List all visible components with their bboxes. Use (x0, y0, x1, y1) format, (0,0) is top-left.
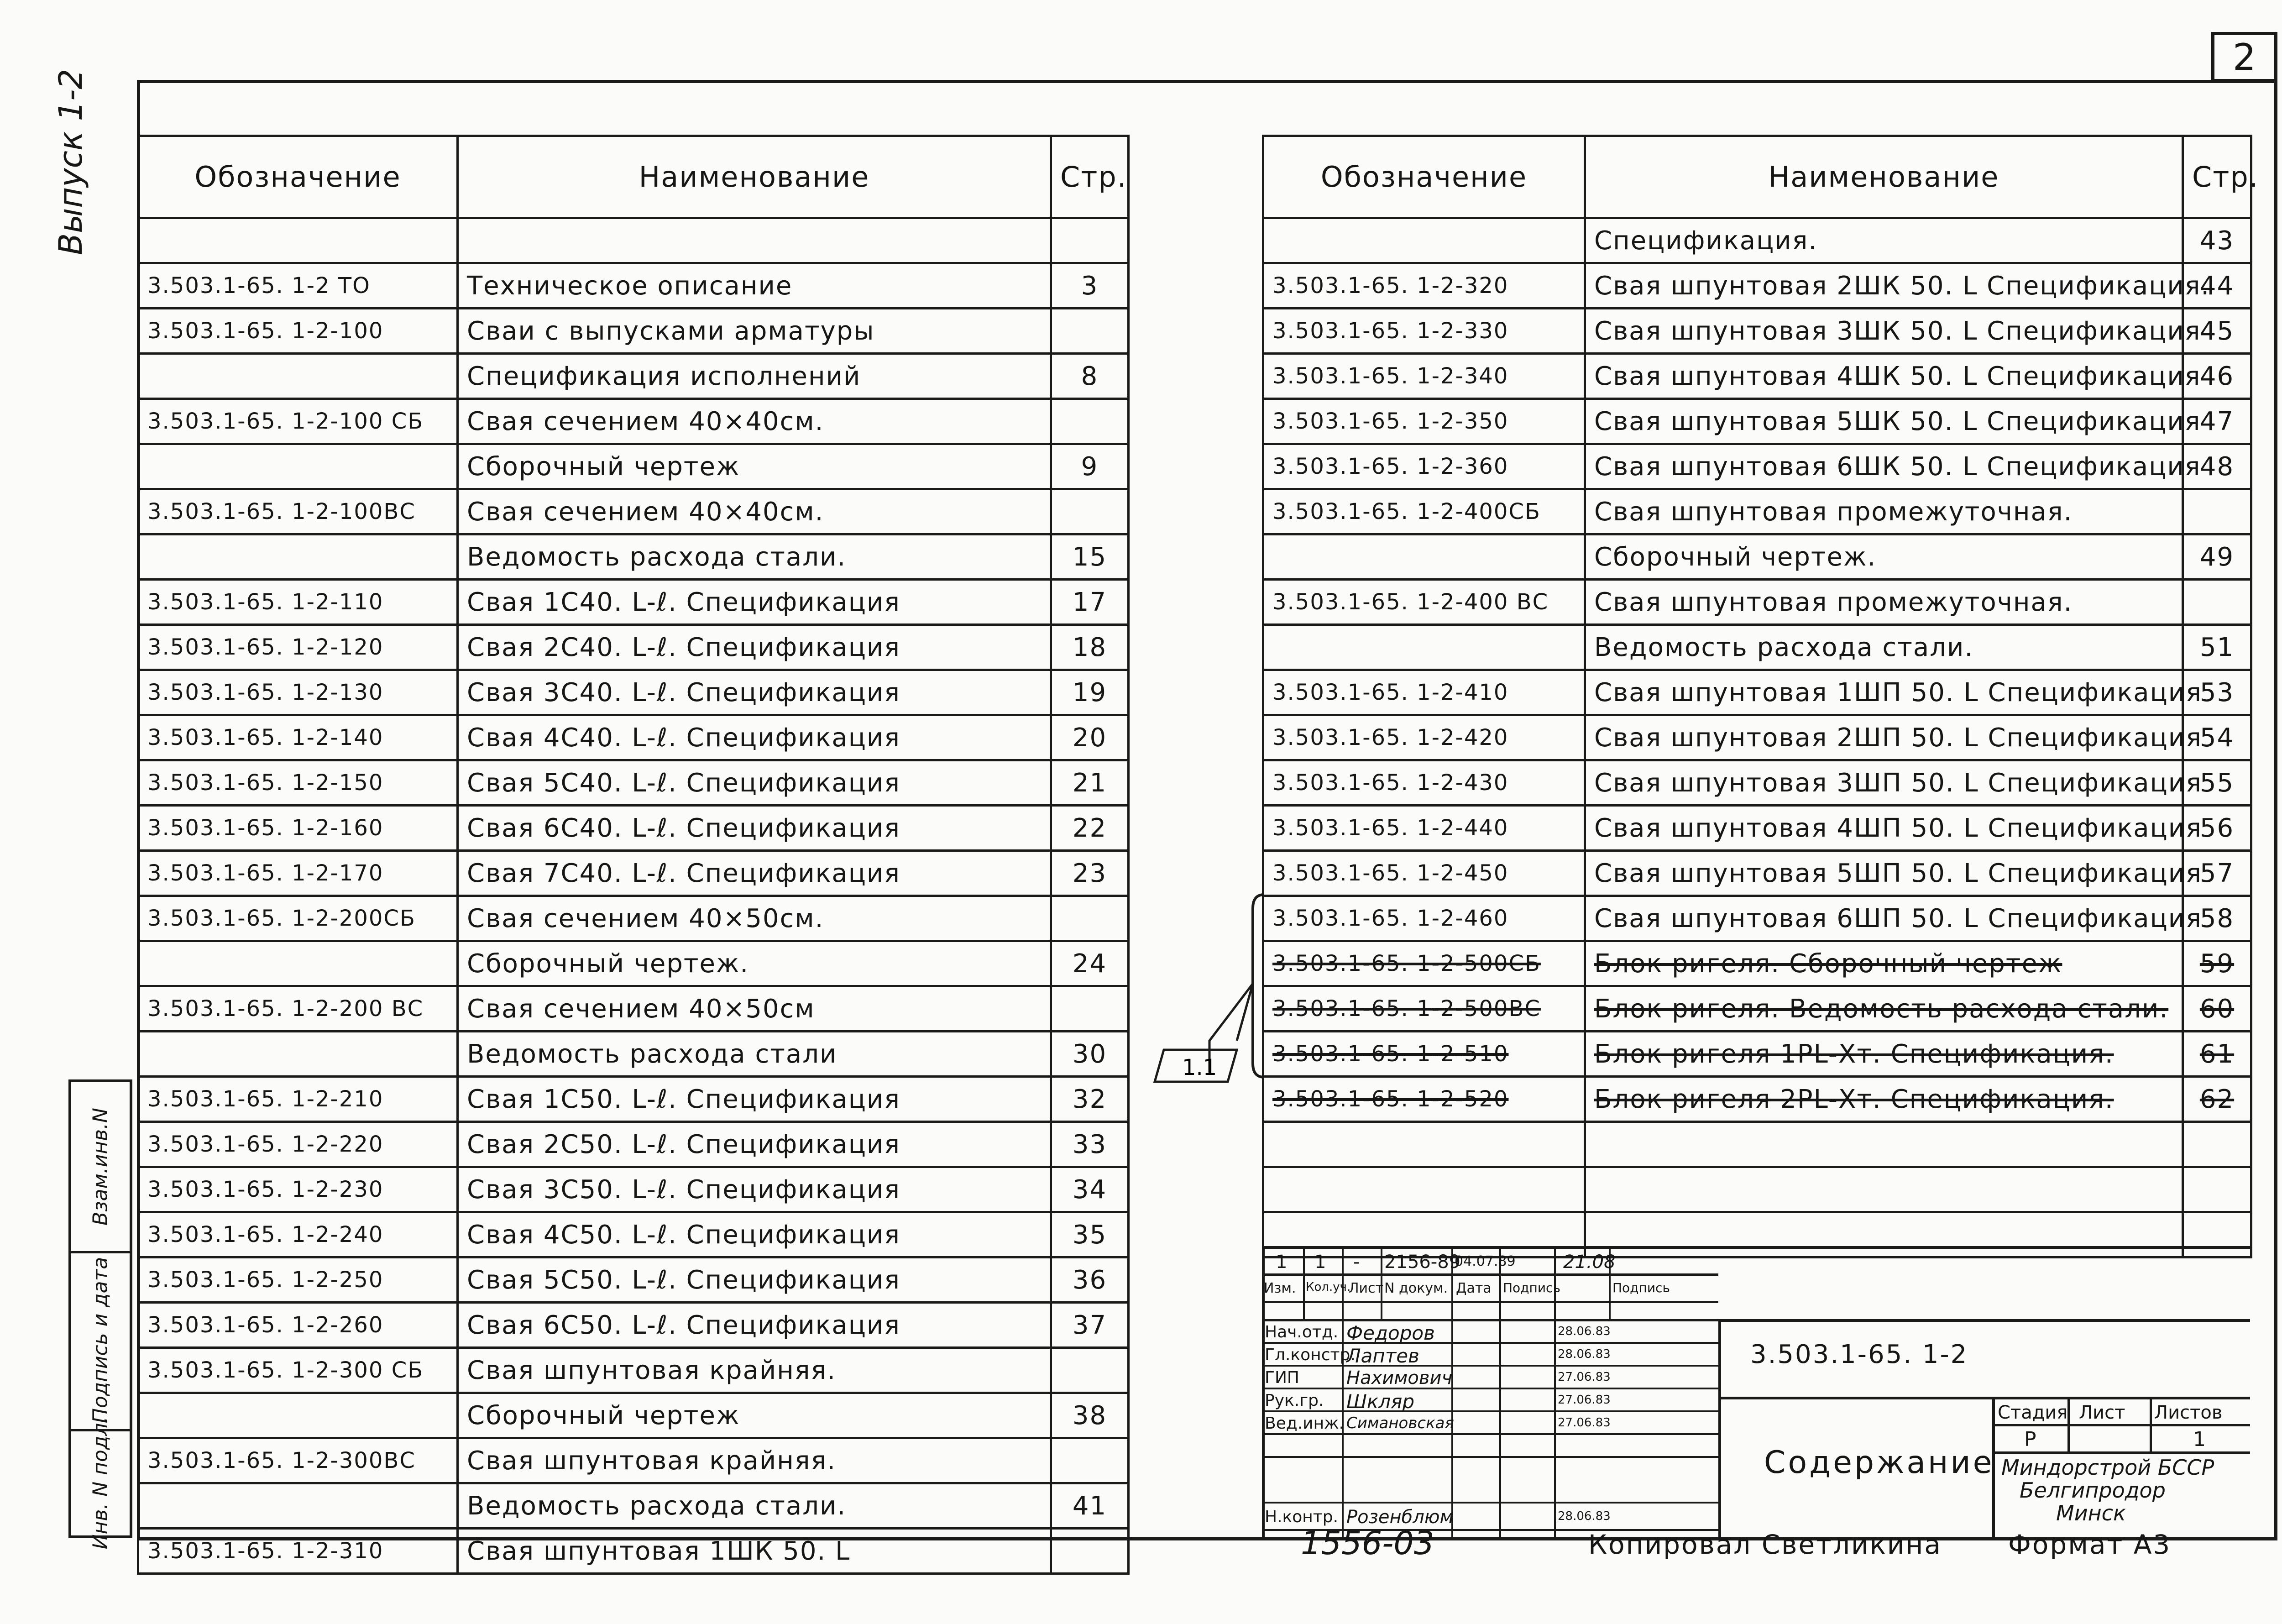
table-row (138, 444, 1129, 489)
cell-oboz: 3.503.1-65. 1-2-100 СБ (138, 399, 458, 444)
cell-oboz: 3.503.1-65. 1-2-170 (138, 851, 458, 896)
cell-oboz: 3.503.1-65. 1-2-200 ВС (138, 986, 458, 1032)
cell-naim: Техническое описание (458, 263, 1051, 309)
cell-naim: Свая 7С40. L-ℓ. Спецификация (458, 851, 1051, 896)
cell-oboz: 3.503.1-65. 1-2-160 (138, 806, 458, 851)
cell-oboz: 3.503.1-65. 1-2-400СБ (1263, 489, 1585, 534)
cell-oboz: 3.503.1-65. 1-2-410 (1263, 670, 1585, 715)
cell-str: 45 (2183, 309, 2251, 354)
table-row (138, 896, 1129, 941)
cell-naim: Свая сечением 40×50см (458, 986, 1051, 1032)
revision-callout: 1.1 (1182, 1055, 1217, 1080)
cell-oboz: 3.503.1-65. 1-2-440 (1263, 806, 1585, 851)
cell-oboz (1263, 625, 1585, 670)
cell-str: 48 (2183, 444, 2251, 489)
cell-naim: Свая 4С40. L-ℓ. Спецификация (458, 715, 1051, 760)
cell-str: 46 (2183, 354, 2251, 399)
cell-naim: Свая 1С40. L-ℓ. Спецификация (458, 580, 1051, 625)
stamp-role: Н.контр. (1265, 1508, 1339, 1526)
organization-line: Миндорстрой БССР (2001, 1455, 2214, 1480)
table-row (1263, 444, 2251, 489)
cell-oboz: 3.503.1-65. 1-2-320 (1263, 263, 1585, 309)
table-row (138, 580, 1129, 625)
table-row (138, 670, 1129, 715)
table-row (1263, 354, 2251, 399)
stamp-stage-header: Листов (2154, 1402, 2223, 1423)
stamp-header: Дата (1456, 1280, 1492, 1296)
cell-str: 32 (1051, 1077, 1129, 1122)
contents-table-left (137, 135, 1130, 1575)
cell-oboz: 3.503.1-65. 1-2-260 (138, 1303, 458, 1348)
table-row (138, 1122, 1129, 1167)
cell-str: 56 (2183, 806, 2251, 851)
cell-oboz (1263, 218, 1585, 263)
cell-oboz: 3.503.1-65. 1-2-110 (138, 580, 458, 625)
stamp-stage-header: Стадия (1998, 1402, 2068, 1423)
table-row (1263, 534, 2251, 580)
cell-str: 59 (2183, 941, 2251, 986)
cell-oboz: 3.503.1-65. 1-2-140 (138, 715, 458, 760)
table-row (138, 1303, 1129, 1348)
table-row (138, 1348, 1129, 1393)
cell-naim: Свая шпунтовая крайняя. (458, 1348, 1051, 1393)
table-row (1263, 941, 2251, 986)
cell-str: 49 (2183, 534, 2251, 580)
cell-naim: Свая 4С50. L-ℓ. Спецификация (458, 1212, 1051, 1257)
table-row (1263, 1167, 2251, 1212)
cell-str: 19 (1051, 670, 1129, 715)
cell-naim: Свая сечением 40×40см. (458, 399, 1051, 444)
table-row (1263, 670, 2251, 715)
organization-line: Минск (2056, 1501, 2126, 1525)
cell-str (1051, 1348, 1129, 1393)
cell-str: 51 (2183, 625, 2251, 670)
cell-naim: Блок ригеля. Ведомость расхода стали. (1585, 986, 2183, 1032)
cell-naim (1585, 1167, 2183, 1212)
cell-str: 22 (1051, 806, 1129, 851)
cell-oboz: 3.503.1-65. 1-2-400 ВС (1263, 580, 1585, 625)
copied-by: Копировал Светликина (1588, 1529, 1942, 1560)
cell-oboz: 3.503.1-65. 1-2-350 (1263, 399, 1585, 444)
stamp-name: Розенблюм (1346, 1507, 1454, 1528)
table-row (1263, 896, 2251, 941)
table-row (1263, 1122, 2251, 1167)
cell-oboz: 3.503.1-65. 1-2-200СБ (138, 896, 458, 941)
column-header-str: Стр. (1051, 136, 1129, 218)
cell-str: 3 (1051, 263, 1129, 309)
table-row (138, 760, 1129, 806)
cell-naim: Свая 2С50. L-ℓ. Спецификация (458, 1122, 1051, 1167)
archive-number: 1556-03 (1301, 1524, 1434, 1562)
cell-str: 37 (1051, 1303, 1129, 1348)
cell-str: 21 (1051, 760, 1129, 806)
cell-oboz (138, 1393, 458, 1438)
cell-naim (1585, 1122, 2183, 1167)
cell-naim: Сборочный чертеж (458, 1393, 1051, 1438)
table-row (1263, 218, 2251, 263)
cell-naim: Ведомость расхода стали. (458, 534, 1051, 580)
cell-oboz: 3.503.1-65. 1-2-150 (138, 760, 458, 806)
cell-oboz (138, 941, 458, 986)
stamp-header: Изм. (1264, 1280, 1296, 1296)
cell-str: 35 (1051, 1212, 1129, 1257)
table-row (138, 218, 1129, 263)
cell-str (1051, 309, 1129, 354)
sheet-format: Формат А3 (2008, 1529, 2172, 1560)
cell-oboz (138, 1483, 458, 1529)
cell-naim: Блок ригеля 2РL-Хт. Спецификация. (1585, 1077, 2183, 1122)
cell-naim: Свая шпунтовая 4ШП 50. L Спецификация (1585, 806, 2183, 851)
cell-str (2183, 489, 2251, 534)
table-row (138, 1212, 1129, 1257)
table-row (138, 715, 1129, 760)
table-row (138, 399, 1129, 444)
cell-oboz: 3.503.1-65. 1-2-420 (1263, 715, 1585, 760)
stamp-stage-header: Лист (2079, 1402, 2125, 1423)
table-row (138, 1393, 1129, 1438)
cell-naim: Свая 5С40. L-ℓ. Спецификация (458, 760, 1051, 806)
table-row (1263, 806, 2251, 851)
cell-oboz: 3.503.1-65. 1-2-120 (138, 625, 458, 670)
cell-naim: Свая шпунтовая промежуточная. (1585, 489, 2183, 534)
contents-table-right (1262, 135, 2259, 1258)
stamp-rev-izm: 1 (1276, 1252, 1288, 1273)
stamp-role: Вед.инж. (1265, 1414, 1344, 1433)
cell-str (1051, 1438, 1129, 1483)
cell-str (1051, 399, 1129, 444)
cell-naim: Свая шпунтовая 1ШП 50. L Спецификация (1585, 670, 2183, 715)
cell-naim: Свая шпунтовая 5ШК 50. L Спецификация (1585, 399, 2183, 444)
cell-naim: Свая шпунтовая крайняя. (458, 1438, 1051, 1483)
table-row (138, 1032, 1129, 1077)
stamp-date: 27.06.83 (1558, 1370, 1611, 1384)
vypusk-label (25, 69, 116, 255)
column-header-oboz: Обозначение (1263, 136, 1585, 218)
sidebar-cell-podpis (71, 1251, 130, 1431)
stamp-rev-kol: 1 (1314, 1252, 1326, 1273)
revision-bracket (1155, 890, 1273, 1082)
stamp-name: Лаптев (1346, 1345, 1419, 1367)
stamp-header: N докум. (1384, 1280, 1448, 1296)
cell-oboz: 3.503.1-65. 1-2-520 (1263, 1077, 1585, 1122)
stamp-rev-list: - (1353, 1252, 1360, 1273)
organization-line: Белгипродор (2020, 1478, 2166, 1503)
vypusk-text: Выпуск 1-2 (52, 69, 89, 255)
cell-naim: Сборочный чертеж. (1585, 534, 2183, 580)
cell-naim (458, 218, 1051, 263)
cell-str: 61 (2183, 1032, 2251, 1077)
cell-oboz (138, 444, 458, 489)
stamp-role: Гл.констр. (1265, 1346, 1356, 1364)
column-header-oboz: Обозначение (138, 136, 458, 218)
stamp-date: 28.06.83 (1558, 1347, 1611, 1361)
cell-str: 18 (1051, 625, 1129, 670)
stamp-header: Подпись (1612, 1280, 1670, 1295)
stamp-date: 28.06.83 (1558, 1509, 1611, 1523)
cell-oboz: 3.503.1-65. 1-2-100 (138, 309, 458, 354)
cell-oboz: 3.503.1-65. 1-2-500СБ (1263, 941, 1585, 986)
stamp-name: Федоров (1346, 1322, 1435, 1344)
cell-str: 41 (1051, 1483, 1129, 1529)
cell-naim: Свая шпунтовая 4ШК 50. L Спецификация (1585, 354, 2183, 399)
stamp-name: Шкляр (1346, 1390, 1415, 1413)
cell-str: 43 (2183, 218, 2251, 263)
cell-str: 60 (2183, 986, 2251, 1032)
cell-str: 34 (1051, 1167, 1129, 1212)
cell-str (2183, 1167, 2251, 1212)
cell-naim: Сваи с выпусками арматуры (458, 309, 1051, 354)
table-row (138, 1483, 1129, 1529)
table-row (1263, 715, 2251, 760)
cell-naim: Свая сечением 40×50см. (458, 896, 1051, 941)
cell-naim: Свая сечением 40×40см. (458, 489, 1051, 534)
cell-str: 17 (1051, 580, 1129, 625)
cell-str: 36 (1051, 1257, 1129, 1303)
table-row (1263, 851, 2251, 896)
table-row (138, 354, 1129, 399)
title-block (1262, 1246, 2250, 1538)
stamp-rev-doc: 2156-89 (1384, 1252, 1461, 1273)
cell-oboz (1263, 534, 1585, 580)
cell-oboz: 3.503.1-65. 1-2-250 (138, 1257, 458, 1303)
cell-str (1051, 489, 1129, 534)
stamp-role: Рук.гр. (1265, 1391, 1324, 1410)
cell-naim: Ведомость расхода стали. (1585, 625, 2183, 670)
stamp-rev-sign: 21.08 (1563, 1252, 1616, 1273)
stamp-rev-date: 04.07.89 (1455, 1253, 1516, 1269)
cell-str (1051, 896, 1129, 941)
cell-oboz: 3.503.1-65. 1-2 ТО (138, 263, 458, 309)
cell-naim: Блок ригеля. Сборочный чертеж (1585, 941, 2183, 986)
cell-oboz (138, 1032, 458, 1077)
cell-oboz: 3.503.1-65. 1-2-340 (1263, 354, 1585, 399)
cell-str: 38 (1051, 1393, 1129, 1438)
cell-oboz (138, 218, 458, 263)
cell-oboz: 3.503.1-65. 1-2-430 (1263, 760, 1585, 806)
cell-naim: Свая шпунтовая 6ШК 50. L Спецификация (1585, 444, 2183, 489)
cell-str: 54 (2183, 715, 2251, 760)
table-row (1263, 760, 2251, 806)
stamp-stage-value: Р (2024, 1428, 2036, 1451)
cell-str: 53 (2183, 670, 2251, 715)
table-row (138, 806, 1129, 851)
table-row (1263, 399, 2251, 444)
cell-naim: Блок ригеля 1РL-Хт. Спецификация. (1585, 1032, 2183, 1077)
cell-naim: Свая 6С40. L-ℓ. Спецификация (458, 806, 1051, 851)
sidebar-text: Подпись и дата (89, 1257, 112, 1424)
table-row (138, 1529, 1129, 1574)
cell-oboz: 3.503.1-65. 1-2-210 (138, 1077, 458, 1122)
cell-str: 58 (2183, 896, 2251, 941)
cell-oboz (138, 354, 458, 399)
cell-naim: Свая 3С50. L-ℓ. Спецификация (458, 1167, 1051, 1212)
cell-str (2183, 580, 2251, 625)
cell-naim: Ведомость расхода стали. (458, 1483, 1051, 1529)
cell-str: 9 (1051, 444, 1129, 489)
sidebar-text: Взам.инв.N (89, 1108, 112, 1226)
cell-oboz: 3.503.1-65. 1-2-360 (1263, 444, 1585, 489)
cell-naim: Свая шпунтовая 3ШП 50. L Спецификация (1585, 760, 2183, 806)
cell-str: 24 (1051, 941, 1129, 986)
cell-naim: Свая 2С40. L-ℓ. Спецификация (458, 625, 1051, 670)
cell-str: 20 (1051, 715, 1129, 760)
stamp-name: Нахимович (1346, 1367, 1453, 1388)
table-row (138, 1257, 1129, 1303)
cell-naim: Свая шпунтовая 2ШК 50. L Спецификация. (1585, 263, 2183, 309)
cell-str (1051, 1529, 1129, 1574)
cell-naim: Свая 3С40. L-ℓ. Спецификация (458, 670, 1051, 715)
cell-str: 30 (1051, 1032, 1129, 1077)
cell-oboz: 3.503.1-65. 1-2-310 (138, 1529, 458, 1574)
stamp-header: Лист (1349, 1280, 1384, 1296)
cell-naim: Ведомость расхода стали (458, 1032, 1051, 1077)
stamp-role: ГИП (1265, 1368, 1299, 1387)
cell-naim: Свая шпунтовая 1ШК 50. L (458, 1529, 1051, 1574)
stamp-header: Подпись (1503, 1280, 1560, 1295)
cell-str: 33 (1051, 1122, 1129, 1167)
column-header-str: Стр. (2183, 136, 2251, 218)
table-row (138, 941, 1129, 986)
cell-naim: Свая 1С50. L-ℓ. Спецификация (458, 1077, 1051, 1122)
stamp-name: Симановская (1346, 1414, 1454, 1432)
cell-str: 55 (2183, 760, 2251, 806)
cell-oboz: 3.503.1-65. 1-2-220 (138, 1122, 458, 1167)
table-row (1263, 309, 2251, 354)
stamp-role: Нач.отд. (1265, 1323, 1339, 1341)
sidebar-stamp (68, 1079, 132, 1549)
cell-str: 23 (1051, 851, 1129, 896)
cell-oboz: 3.503.1-65. 1-2-300 СБ (138, 1348, 458, 1393)
stamp-date: 27.06.83 (1558, 1416, 1611, 1430)
column-header-naim: Наименование (458, 136, 1051, 218)
cell-str (1051, 218, 1129, 263)
sheet-number: 2 (2211, 32, 2277, 82)
cell-naim: Спецификация исполнений (458, 354, 1051, 399)
sidebar-cell-inv (71, 1416, 130, 1549)
table-row (138, 625, 1129, 670)
table-row (1263, 1032, 2251, 1077)
column-header-naim: Наименование (1585, 136, 2183, 218)
cell-oboz: 3.503.1-65. 1-2-100ВС (138, 489, 458, 534)
cell-oboz: 3.503.1-65. 1-2-500ВС (1263, 986, 1585, 1032)
cell-naim: Свая 5С50. L-ℓ. Спецификация (458, 1257, 1051, 1303)
cell-naim: Сборочный чертеж. (458, 941, 1051, 986)
cell-str: 44 (2183, 263, 2251, 309)
stamp-header: Кол.уч. (1306, 1280, 1351, 1294)
table-row (138, 1167, 1129, 1212)
stamp-sheets-value: 1 (2193, 1428, 2206, 1451)
cell-oboz (138, 534, 458, 580)
table-row (1263, 1077, 2251, 1122)
table-row (138, 263, 1129, 309)
cell-str: 15 (1051, 534, 1129, 580)
cell-oboz: 3.503.1-65. 1-2-460 (1263, 896, 1585, 941)
cell-naim: Свая шпунтовая промежуточная. (1585, 580, 2183, 625)
cell-str: 57 (2183, 851, 2251, 896)
cell-oboz: 3.503.1-65. 1-2-510 (1263, 1032, 1585, 1077)
table-row (1263, 986, 2251, 1032)
table-row (138, 309, 1129, 354)
cell-oboz: 3.503.1-65. 1-2-130 (138, 670, 458, 715)
cell-naim: Спецификация. (1585, 218, 2183, 263)
table-row (1263, 580, 2251, 625)
table-row (138, 489, 1129, 534)
table-row (138, 1438, 1129, 1483)
cell-oboz: 3.503.1-65. 1-2-230 (138, 1167, 458, 1212)
stamp-date: 27.06.83 (1558, 1393, 1611, 1407)
cell-oboz: 3.503.1-65. 1-2-300ВС (138, 1438, 458, 1483)
cell-oboz: 3.503.1-65. 1-2-450 (1263, 851, 1585, 896)
cell-oboz: 3.503.1-65. 1-2-240 (138, 1212, 458, 1257)
cell-naim: Свая шпунтовая 3ШК 50. L Спецификация (1585, 309, 2183, 354)
cell-naim: Свая шпунтовая 6ШП 50. L Спецификация (1585, 896, 2183, 941)
table-row (1263, 489, 2251, 534)
cell-naim: Сборочный чертеж (458, 444, 1051, 489)
cell-oboz (1263, 1167, 1585, 1212)
table-row (1263, 625, 2251, 670)
cell-str: 47 (2183, 399, 2251, 444)
document-code: 3.503.1-65. 1-2 (1750, 1340, 1968, 1369)
table-row (138, 986, 1129, 1032)
cell-naim: Свая шпунтовая 5ШП 50. L Спецификация (1585, 851, 2183, 896)
cell-naim: Свая 6С50. L-ℓ. Спецификация (458, 1303, 1051, 1348)
document-title: Содержание (1764, 1445, 1994, 1481)
cell-str: 62 (2183, 1077, 2251, 1122)
sidebar-cell-vzam (71, 1082, 130, 1253)
table-row (138, 1077, 1129, 1122)
cell-str (2183, 1122, 2251, 1167)
cell-oboz: 3.503.1-65. 1-2-330 (1263, 309, 1585, 354)
table-row (138, 534, 1129, 580)
cell-naim: Свая шпунтовая 2ШП 50. L Спецификация (1585, 715, 2183, 760)
table-row (138, 851, 1129, 896)
sidebar-text: Инв. N подл. (89, 1416, 112, 1549)
stamp-date: 28.06.83 (1558, 1325, 1611, 1338)
table-row (1263, 263, 2251, 309)
cell-str: 8 (1051, 354, 1129, 399)
cell-str (1051, 986, 1129, 1032)
cell-oboz (1263, 1122, 1585, 1167)
